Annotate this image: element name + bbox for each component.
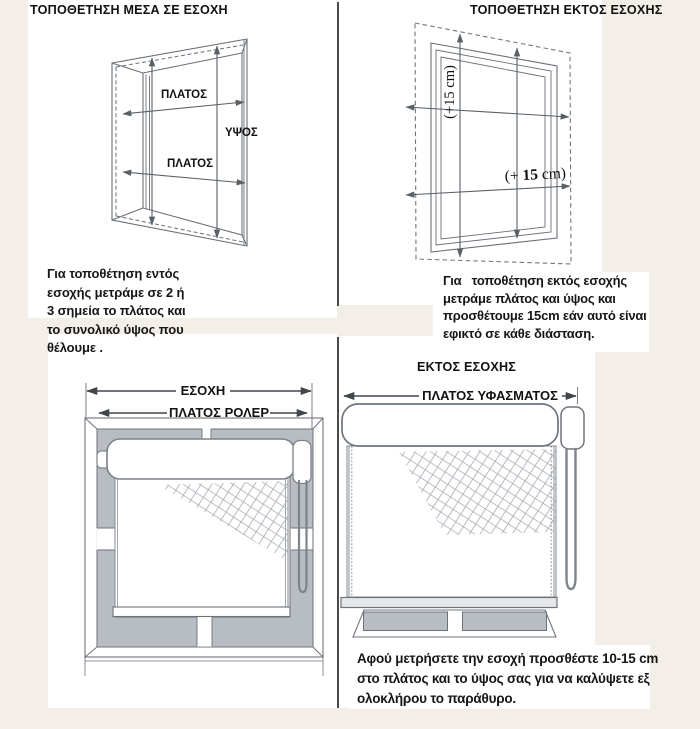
width-label-bottom: ΠΛΑΤΟΣ <box>167 158 213 170</box>
caption-line: εφικτό σε κάθε διάσταση. <box>443 325 595 341</box>
caption-line: ολοκλήρου το παράθυρο. <box>357 691 516 706</box>
caption-inside-recess <box>47 265 186 358</box>
title-outside-recess-bottom: ΕΚΤΟΣ ΕΣΟΧΗΣ <box>417 360 517 374</box>
roller-tube <box>342 404 558 446</box>
caption-line: το συνολικό ύψος που <box>47 321 184 337</box>
height-label: ΥΨΟΣ <box>225 127 258 139</box>
caption-line: προσθέτουμε 15cm εάν αυτό είναι <box>443 308 647 324</box>
fabric-width-label: ΠΛΑΤΟΣ ΥΦΑΣΜΑΤΟΣ <box>422 388 558 403</box>
roller-width-label: ΠΛΑΤΟΣ ΡΟΛΕΡ <box>168 405 270 420</box>
title-outside-recess: ΤΟΠΟΘΕΤΗΣΗ ΕΚΤΟΣ ΕΣΟΧΗΣ <box>470 3 663 17</box>
chain-loop <box>567 449 576 589</box>
caption-line: θέλουμε . <box>47 340 103 355</box>
inside-recess-window-diagram <box>95 25 320 275</box>
caption-line: μετράμε πλάτος και ύψος και <box>443 290 616 306</box>
caption-line: εσοχής μετράμε σε 2 ή <box>47 284 185 300</box>
title-inside-recess: ΤΟΠΟΘΕΤΗΣΗ ΜΕΣΑ ΣΕ ΕΣΟΧΗ <box>30 3 228 17</box>
caption-line: Για τοποθέτηση εντός <box>47 266 180 281</box>
caption-line: Για τοποθέτηση εκτός εσοχής <box>443 273 627 288</box>
roller-right-bracket <box>293 441 311 484</box>
roller-inside-recess-diagram <box>60 370 336 690</box>
divider-line-top <box>337 2 339 306</box>
width-label-top: ΠΛΑΤΟΣ <box>161 89 207 101</box>
caption-line: 3 σημεία το πλάτος και <box>47 303 186 318</box>
caption-outside-recess <box>443 272 647 342</box>
outside-recess-window-diagram <box>400 15 605 275</box>
caption-line: Αφού μετρήσετε την εσοχή προσθέστε 10-15 cm <box>357 651 659 666</box>
caption-measure-add <box>357 649 658 709</box>
caption-line: στο πλάτος και το ύψος σας για να καλύψετε εξ <box>357 671 650 686</box>
height-plus-15-label: (+15 cm) <box>442 65 458 119</box>
roller-tube <box>107 439 295 479</box>
recess-width-label: ΕΣΟΧΗ <box>180 383 226 398</box>
roller-outside-recess-diagram <box>338 355 608 655</box>
roller-right-bracket <box>561 407 584 449</box>
width-plus-15-label: (+ 15 cm) <box>504 164 567 185</box>
